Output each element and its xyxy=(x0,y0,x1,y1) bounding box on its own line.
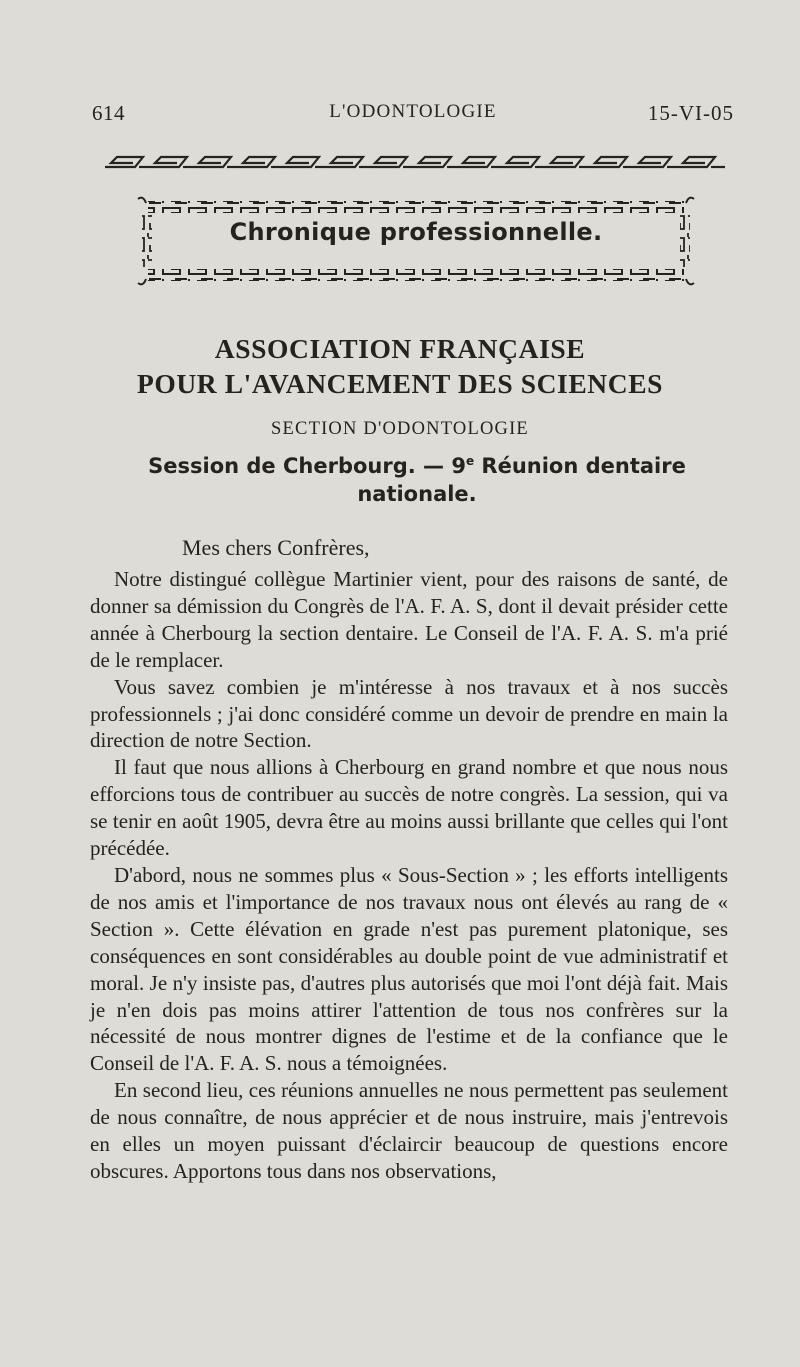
association-heading-line1: ASSOCIATION FRANÇAISE xyxy=(214,333,586,364)
issue-date: 15-VI-05 xyxy=(647,101,734,125)
chronique-title: Chronique professionnelle. xyxy=(229,218,603,246)
paragraph: Vous savez combien je m'intéresse à nos travaux et à nos succès professionnels ; j'ai donc considéré comme un devoir de prendre en main la direction de notre Section. xyxy=(90,674,728,753)
session-title-part2: Réunion dentaire nationale. xyxy=(357,454,686,506)
salutation: Mes chers Confrères, xyxy=(182,535,370,560)
ornamental-rule xyxy=(105,152,725,172)
paragraph: Il faut que nous allions à Cherbourg en grand nombre et que nous nous efforcions tous de contribuer au succès de notre congrès. La session, qui va se tenir en août 1905, devra être au moins aussi brillante que celles qui l'ont précédée. xyxy=(90,755,728,861)
running-header xyxy=(92,101,734,129)
chronique-frame xyxy=(136,193,696,289)
page-number: 614 xyxy=(92,101,125,125)
letter-body xyxy=(90,566,728,1185)
paragraph: D'abord, nous ne sommes plus « Sous-Section » ; les efforts intelligents de nos amis et l'importance de nos travaux nous ont élevés au rang de « Section ». Cette élévation en grade n'est pas purement platonique, ses conséquences en sont considérables au double point de vue administratif et moral. Je n'y insiste pas, d'autres plus autorisés que moi l'ont déjà fait. Mais je n'en dois pas moins attirer l'attention de tous nos confrères sur la nécessité de nous montrer dignes de l'estime et de la confiance que le Conseil de l'A. F. A. S. nous a témoignées. xyxy=(90,862,728,1076)
journal-title: L'ODONTOLOGIE xyxy=(329,101,497,122)
section-label: SECTION D'ODONTOLOGIE xyxy=(271,419,529,439)
association-heading-line2: POUR L'AVANCEMENT DES SCIENCES xyxy=(136,368,664,399)
ordinal-superscript: e xyxy=(465,454,475,468)
paragraph: Notre distingué collègue Martinier vient, pour des raisons de santé, de donner sa démission du Congrès de l'A. F. A. S, dont il devait présider cette année à Cherbourg la section dentaire. Le Conseil de l'A. F. A. S. m'a prié de le remplacer. xyxy=(90,567,728,672)
session-title-part1: Session de Cherbourg. — 9 xyxy=(148,454,466,478)
paragraph: En second lieu, ces réunions annuelles ne nous permettent pas seulement de nous connaître, de nous apprécier et de nous instruire, mais j'entrevois en elles un moyen puissant d'éclaircir beaucoup de questions encore obscures. Apportons tous dans nos observations, xyxy=(90,1078,728,1183)
session-title xyxy=(122,452,712,508)
